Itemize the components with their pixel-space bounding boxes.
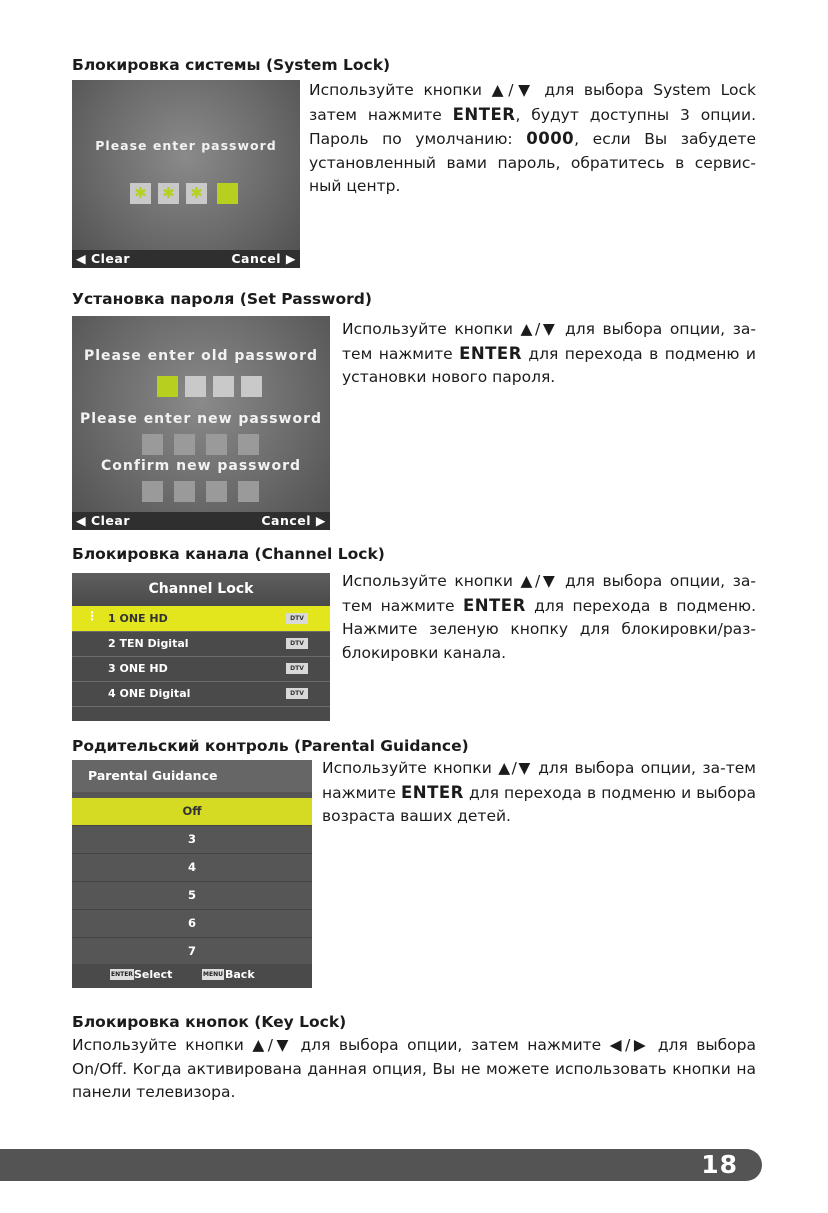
old-password-digit-2[interactable] [185, 376, 206, 397]
system-lock-screen [72, 80, 300, 268]
confirm-password-digit-2[interactable] [174, 481, 195, 502]
password-prompt: Please enter password [95, 138, 277, 153]
age-option[interactable]: 3 [72, 826, 312, 854]
channel-row[interactable] [72, 606, 330, 632]
confirm-password-digit-4[interactable] [238, 481, 259, 502]
channel-row[interactable] [72, 631, 330, 657]
new-password-digit-2[interactable] [174, 434, 195, 455]
system-lock-bottom-bar [72, 250, 300, 268]
cancel-button[interactable]: Cancel ▶ [261, 513, 326, 528]
page-number: 18 [701, 1150, 738, 1179]
new-password-prompt: Please enter new password [79, 411, 322, 427]
age-option[interactable]: 6 [72, 910, 312, 938]
system-lock-heading: Блокировка системы (System Lock) [72, 56, 391, 74]
age-option[interactable]: Off [72, 798, 312, 826]
dtv-badge: DTV [286, 638, 308, 649]
set-password-text: Используйте кнопки ▲/▼ для выбора опции, за-тем нажмите ENTER для перехода в подменю и установки нового пароля. [342, 320, 756, 386]
parental-bottom-bar [72, 964, 312, 988]
clear-button[interactable]: ◀ Clear [76, 251, 131, 266]
dtv-badge: DTV [286, 663, 308, 674]
channel-row[interactable] [72, 656, 330, 682]
confirm-password-digit-1[interactable] [142, 481, 163, 502]
channel-lock-text: Используйте кнопки ▲/▼ для выбора опции, за-тем нажмите ENTER для перехода в подменю. Нажмите зеленую кнопку для блокировки/раз-блокировки канала. [342, 572, 756, 662]
enter-key-icon: ENTER [111, 971, 133, 978]
new-password-digit-4[interactable] [238, 434, 259, 455]
parental-guidance-text: Используйте кнопки ▲/▼ для выбора опции, за-тем нажмите ENTER для перехода в подменю и выбора возраста ваших детей. [322, 759, 756, 825]
channel-name: 2 TEN Digital [108, 637, 189, 650]
password-digit-2[interactable]: ✱ [158, 183, 179, 204]
channel-lock-title: Channel Lock [72, 573, 330, 606]
channel-name: 1 ONE HD [108, 612, 168, 625]
old-password-prompt: Please enter old password [83, 348, 319, 364]
new-password-digit-3[interactable] [206, 434, 227, 455]
password-digit-3[interactable]: ✱ [186, 183, 207, 204]
age-option[interactable]: 7 [72, 938, 312, 966]
parental-guidance-title: Parental Guidance [72, 760, 312, 792]
cancel-button[interactable]: Cancel ▶ [231, 251, 296, 266]
confirm-password-prompt: Confirm new password [101, 458, 301, 474]
password-digit-1[interactable]: ✱ [130, 183, 151, 204]
clear-button[interactable]: ◀ Clear [76, 513, 131, 528]
old-password-digit-1[interactable] [157, 376, 178, 397]
age-option[interactable]: 4 [72, 854, 312, 882]
dtv-badge: DTV [286, 688, 308, 699]
channel-name: 3 ONE HD [108, 662, 168, 675]
parental-guidance-heading: Родительский контроль (Parental Guidance) [72, 737, 469, 755]
set-password-bottom-bar [72, 512, 330, 530]
channel-name: 4 ONE Digital [108, 687, 191, 700]
confirm-password-digit-3[interactable] [206, 481, 227, 502]
dtv-badge: DTV [286, 613, 308, 624]
age-option[interactable]: 5 [72, 882, 312, 910]
channel-lock-screen [72, 573, 330, 721]
lock-indicator-icon: ⋮ [86, 609, 98, 623]
key-lock-text: Используйте кнопки ▲/▼ для выбора опции, затем нажмите ◀/▶ для выбора On/Off. Когда активирована данная опция, Вы не можете использовать кнопки на панели телевизора. [72, 1036, 756, 1101]
select-label: Select [134, 968, 173, 981]
back-label: Back [225, 968, 255, 981]
page-footer-bar [0, 1149, 762, 1181]
new-password-digit-1[interactable] [142, 434, 163, 455]
channel-lock-heading: Блокировка канала (Channel Lock) [72, 545, 385, 563]
set-password-heading: Установка пароля (Set Password) [72, 290, 372, 308]
key-lock-heading: Блокировка кнопок (Key Lock) [72, 1013, 347, 1031]
old-password-digit-4[interactable] [241, 376, 262, 397]
channel-row[interactable] [72, 681, 330, 707]
menu-key-icon: MENU [203, 971, 223, 978]
set-password-screen [72, 316, 330, 530]
parental-guidance-screen [72, 760, 312, 988]
system-lock-text: Используйте кнопки ▲/▼ для выбора System Lock затем нажмите ENTER, будут доступны 3 опции. Пароль по умолчанию: 0000, если Вы забудете установленный вами пароль, обратитесь в сервис-ный центр. [309, 81, 756, 195]
old-password-digit-3[interactable] [213, 376, 234, 397]
password-digit-4[interactable] [217, 183, 238, 204]
